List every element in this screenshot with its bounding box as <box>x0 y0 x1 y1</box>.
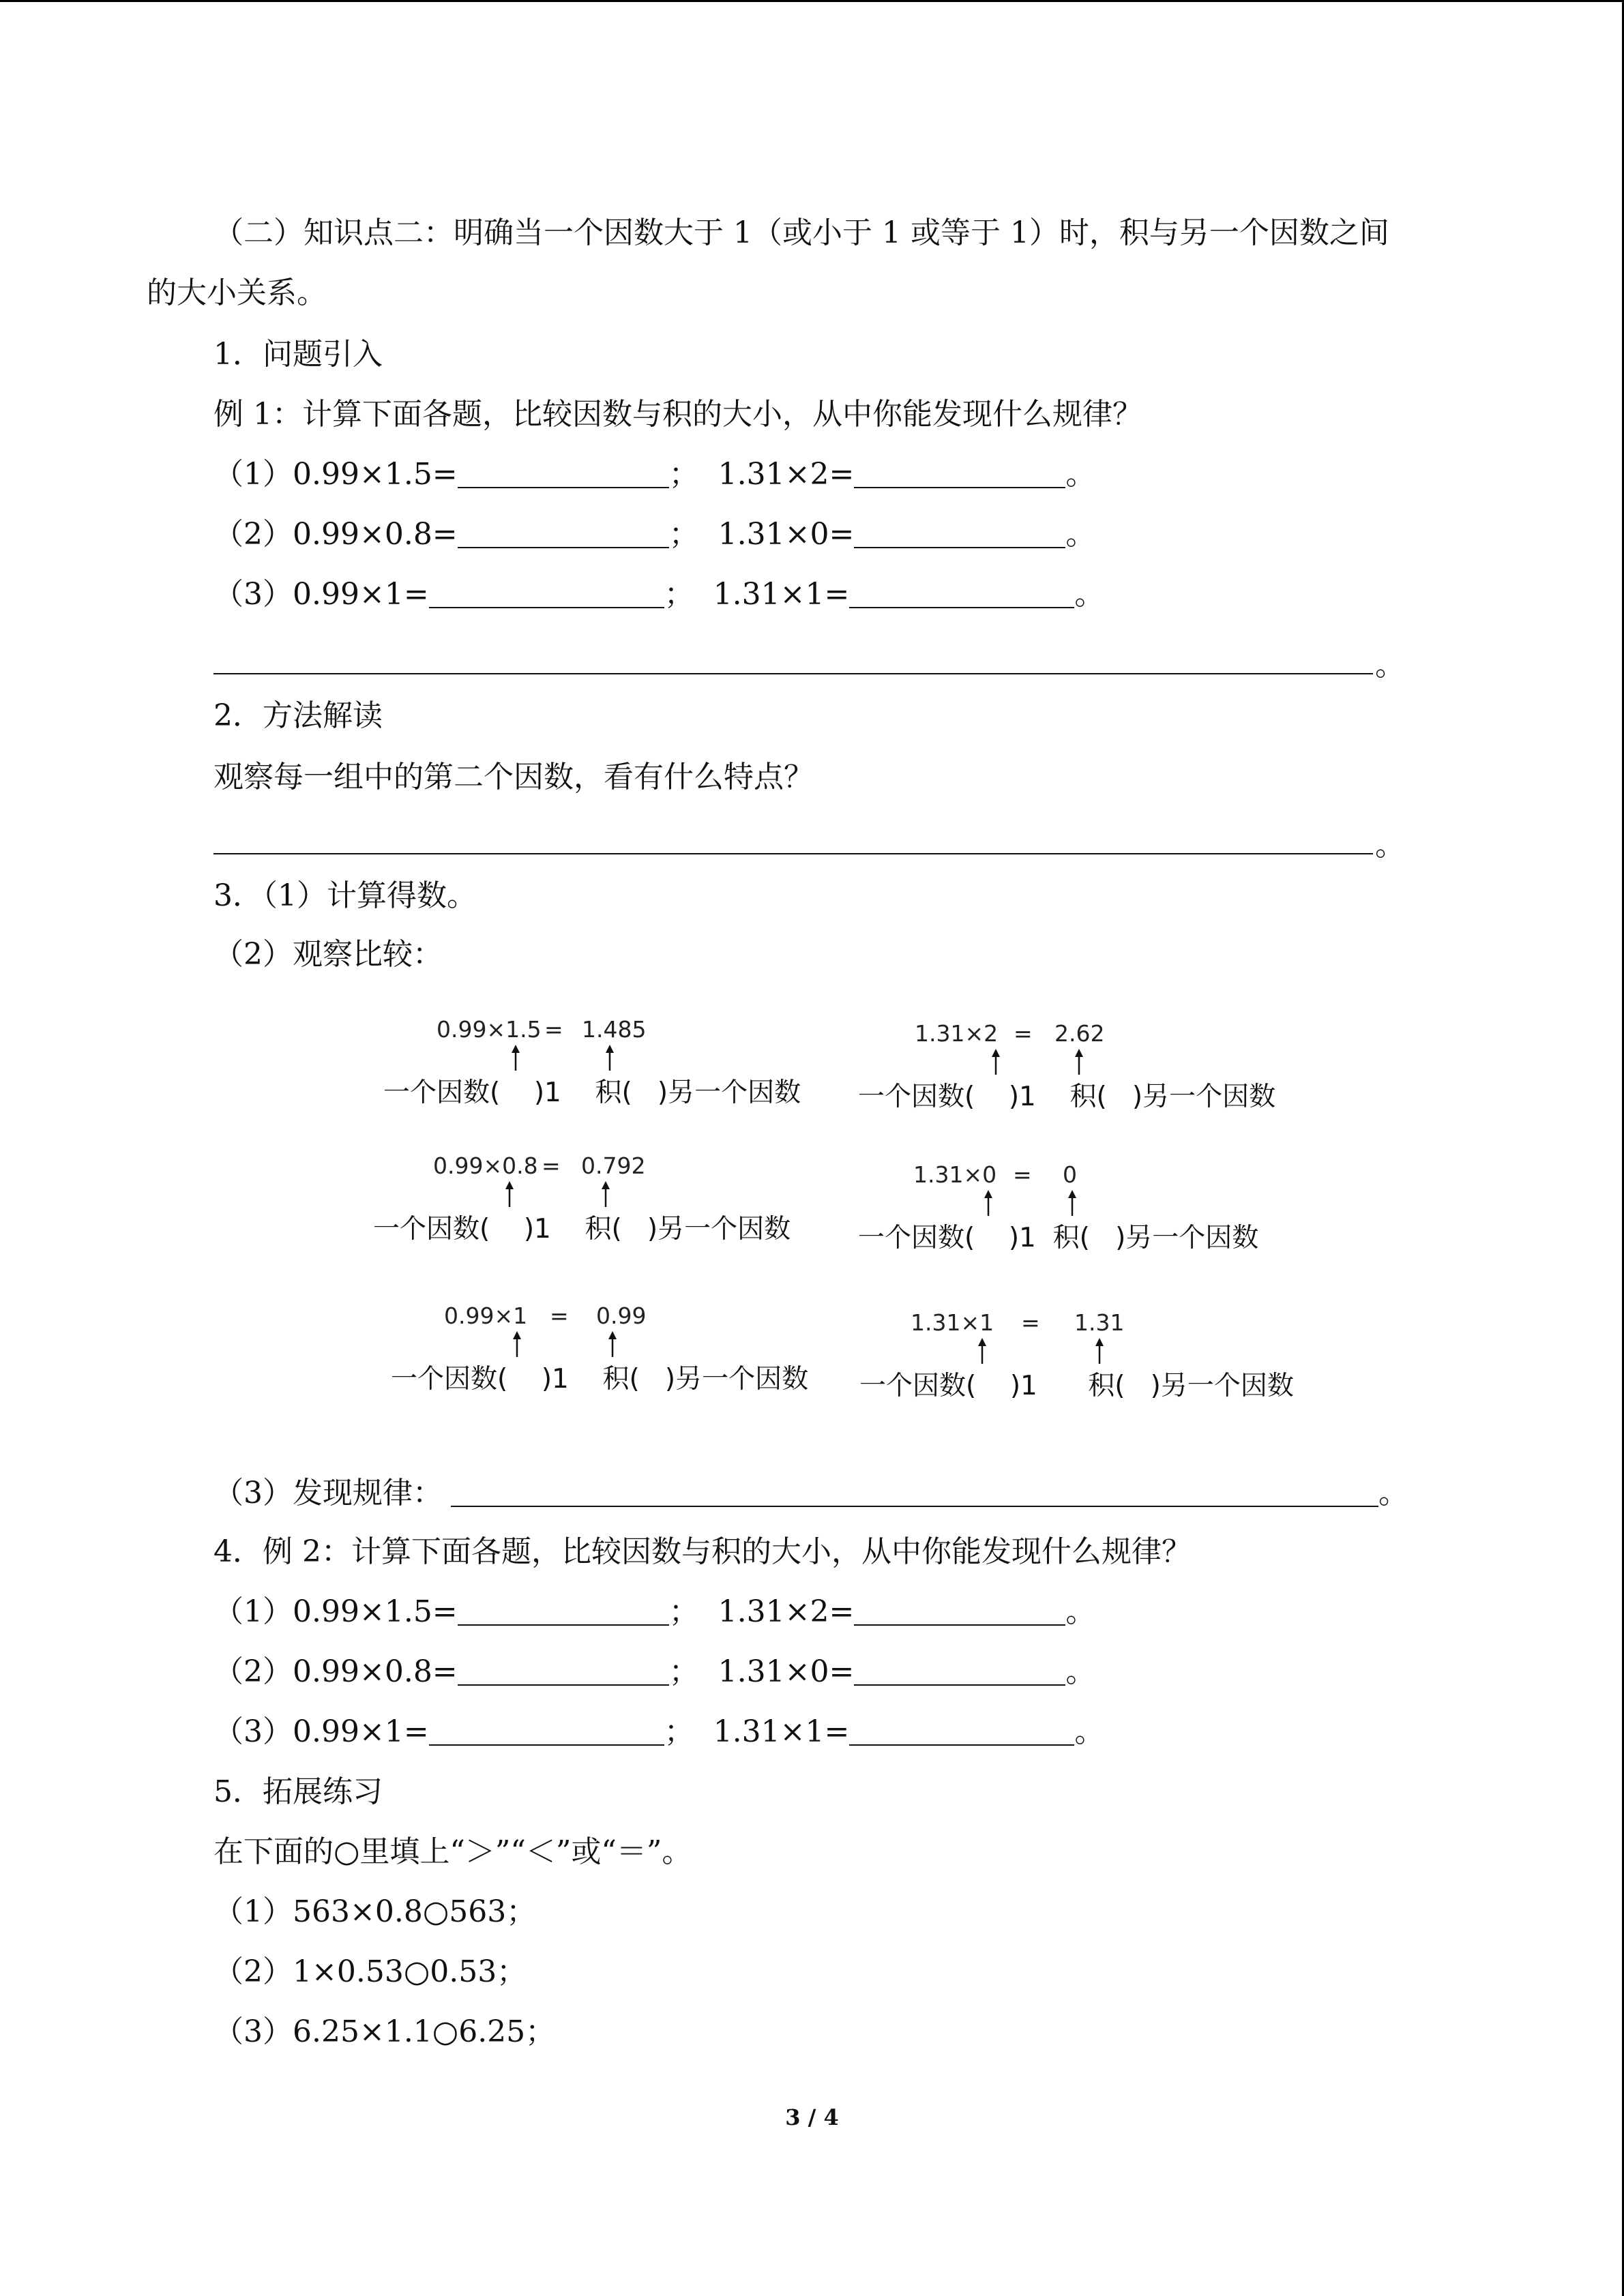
answer-blank[interactable] <box>458 1653 669 1686</box>
diagram-result: 1.485 <box>582 1016 647 1043</box>
answer-blank[interactable] <box>854 456 1065 488</box>
product-compare: )另一个因数 <box>1132 1082 1276 1112</box>
factor-label: 一个因数( <box>373 1214 490 1244</box>
up-arrow-icon <box>1072 1049 1086 1076</box>
answer-blank[interactable] <box>458 456 669 488</box>
factor-label: 一个因数( <box>858 1082 975 1112</box>
item-left-expression: 0.99×0.8= <box>293 517 458 552</box>
item-right-expression: 1.31×1= <box>713 577 850 612</box>
diagram-result: 2.62 <box>1054 1020 1105 1047</box>
answer-blank[interactable] <box>429 1713 664 1746</box>
item-left-expression: 0.99×1.5= <box>293 457 458 492</box>
part5-item-3: （3）6.25×1.1○6.25； <box>213 2014 556 2049</box>
diagram-sentence <box>391 1362 808 1397</box>
diagram-equals: = <box>544 1016 563 1043</box>
diagram-group-4 <box>855 1161 1332 1264</box>
diagram-group-6 <box>855 1309 1332 1412</box>
up-arrow-icon <box>603 1045 617 1072</box>
item-left-expression: 0.99×1= <box>293 1714 429 1749</box>
item-end-period: 。 <box>1074 1714 1105 1749</box>
part5-item-2: （2）1×0.53○0.53； <box>213 1954 527 1989</box>
item-separator: ； <box>668 1594 699 1629</box>
diagram-equals: = <box>542 1152 561 1179</box>
product-compare: )另一个因数 <box>1150 1371 1294 1401</box>
factor-compare: )1 <box>523 1214 551 1244</box>
part3-sub3-label: （3）发现规律： <box>213 1476 443 1510</box>
item-number: （3） <box>213 1714 293 1749</box>
up-arrow-icon <box>989 1049 1003 1076</box>
diagram-equals: = <box>550 1302 569 1329</box>
example1-item-2 <box>213 514 1095 555</box>
factor-label: 一个因数( <box>383 1077 501 1108</box>
example1-item-1 <box>213 454 1095 495</box>
up-arrow-icon <box>1065 1190 1079 1217</box>
end-period: 。 <box>1378 1476 1408 1510</box>
answer-blank[interactable] <box>458 516 669 548</box>
example1-prompt: 例 1：计算下面各题，比较因数与积的大小，从中你能发现什么规律？ <box>213 397 1142 432</box>
diagram-equation: 0.99×1.5 <box>437 1016 542 1043</box>
diagram-equation: 0.99×0.8 <box>433 1152 538 1179</box>
end-period: 。 <box>1375 648 1405 683</box>
diagram-result: 1.31 <box>1074 1309 1125 1336</box>
factor-label: 一个因数( <box>859 1371 977 1401</box>
product-label: 积( <box>585 1214 622 1244</box>
rule-answer-blank[interactable] <box>451 1474 1378 1507</box>
factor-compare: )1 <box>541 1364 569 1395</box>
part5-prompt: 在下面的○里填上“＞”“＜”或“＝”。 <box>213 1834 692 1869</box>
diagram-result: 0 <box>1063 1161 1077 1188</box>
item-left-expression: 0.99×1.5= <box>293 1594 458 1629</box>
product-compare: )另一个因数 <box>1115 1223 1259 1253</box>
item-number: （2） <box>213 517 293 552</box>
product-compare: )另一个因数 <box>664 1364 809 1395</box>
part4-prompt: 4．例 2：计算下面各题，比较因数与积的大小，从中你能发现什么规律？ <box>213 1534 1192 1569</box>
diagram-group-2 <box>855 1020 1332 1122</box>
example2-item-1 <box>213 1592 1095 1632</box>
feature-answer-line[interactable] <box>213 853 1373 854</box>
example2-item-3 <box>213 1712 1104 1753</box>
item-right-expression: 1.31×0= <box>718 517 855 552</box>
item-right-expression: 1.31×1= <box>713 1714 850 1749</box>
product-label: 积( <box>1069 1082 1107 1112</box>
item-right-expression: 1.31×0= <box>718 1654 855 1689</box>
product-compare: )另一个因数 <box>647 1214 791 1244</box>
part3-title: 3．（1）计算得数。 <box>213 878 477 913</box>
factor-compare: )1 <box>533 1077 561 1108</box>
diagram-group-5 <box>389 1302 867 1405</box>
diagram-result: 0.99 <box>596 1302 647 1329</box>
item-right-expression: 1.31×2= <box>718 1594 855 1629</box>
part3-sub3 <box>213 1473 1408 1514</box>
diagram-sentence <box>383 1076 801 1110</box>
answer-blank[interactable] <box>854 1593 1065 1626</box>
factor-label: 一个因数( <box>858 1223 975 1253</box>
up-arrow-icon <box>1093 1338 1106 1365</box>
answer-blank[interactable] <box>854 1653 1065 1686</box>
item-right-expression: 1.31×2= <box>718 457 855 492</box>
up-arrow-icon <box>606 1331 619 1358</box>
factor-compare: )1 <box>1009 1371 1037 1401</box>
answer-blank[interactable] <box>429 576 664 608</box>
item-separator: ； <box>664 577 694 612</box>
part2-prompt: 观察每一组中的第二个因数，看有什么特点？ <box>213 760 814 794</box>
factor-label: 一个因数( <box>391 1364 508 1395</box>
item-end-period: 。 <box>1065 1654 1096 1689</box>
part1-title: 1．问题引入 <box>213 337 383 372</box>
diagram-sentence <box>373 1212 791 1247</box>
product-label: 积( <box>595 1077 632 1108</box>
item-number: （1） <box>213 1594 293 1629</box>
item-end-period: 。 <box>1065 1594 1096 1629</box>
part2-title: 2．方法解读 <box>213 698 383 733</box>
item-end-period: 。 <box>1065 517 1096 552</box>
page-number: 3 / 4 <box>785 2104 839 2130</box>
example1-item-3 <box>213 574 1104 615</box>
item-end-period: 。 <box>1074 577 1105 612</box>
product-label: 积( <box>602 1364 640 1395</box>
answer-blank[interactable] <box>458 1593 669 1626</box>
example2-item-2 <box>213 1652 1095 1693</box>
factor-compare: )1 <box>1008 1223 1036 1253</box>
up-arrow-icon <box>975 1338 989 1365</box>
part5-item-1: （1）563×0.8○563； <box>213 1894 537 1929</box>
item-end-period: 。 <box>1065 457 1096 492</box>
diagram-equation: 0.99×1 <box>444 1302 528 1329</box>
item-left-expression: 0.99×0.8= <box>293 1654 458 1689</box>
section-heading-line2: 的大小关系。 <box>147 275 327 310</box>
item-number: （3） <box>213 577 293 612</box>
end-period: 。 <box>1375 828 1405 863</box>
item-left-expression: 0.99×1= <box>293 577 429 612</box>
up-arrow-icon <box>981 1190 995 1217</box>
answer-blank[interactable] <box>854 516 1065 548</box>
diagram-sentence <box>859 1369 1294 1403</box>
item-separator: ； <box>664 1714 694 1749</box>
product-compare: )另一个因数 <box>657 1077 801 1108</box>
diagram-equals: = <box>1021 1309 1040 1336</box>
product-label: 积( <box>1052 1223 1090 1253</box>
diagram-group-3 <box>373 1152 851 1255</box>
diagram-sentence <box>858 1221 1258 1255</box>
diagram-equation: 1.31×1 <box>911 1309 994 1336</box>
item-number: （2） <box>213 1654 293 1689</box>
section-heading-line1: （二）知识点二：明确当一个因数大于 1（或小于 1 或等于 1）时，积与另一个因数之间 <box>213 215 1389 250</box>
up-arrow-icon <box>599 1181 612 1208</box>
diagram-equals: = <box>1013 1161 1032 1188</box>
diagram-sentence <box>858 1080 1275 1114</box>
diagram-equation: 1.31×2 <box>915 1020 999 1047</box>
answer-blank[interactable] <box>849 1713 1074 1746</box>
item-separator: ； <box>668 1654 699 1689</box>
diagram-equals: = <box>1014 1020 1033 1047</box>
diagram-result: 0.792 <box>581 1152 646 1179</box>
diagram-group-1 <box>379 1016 856 1118</box>
pattern-answer-line[interactable] <box>213 673 1373 674</box>
up-arrow-icon <box>509 1045 522 1072</box>
item-separator: ； <box>668 517 699 552</box>
factor-compare: )1 <box>1008 1082 1036 1112</box>
answer-blank[interactable] <box>849 576 1074 608</box>
up-arrow-icon <box>503 1181 516 1208</box>
page-border-top <box>0 0 1624 2</box>
item-separator: ； <box>668 457 699 492</box>
product-label: 积( <box>1088 1371 1125 1401</box>
up-arrow-icon <box>510 1331 524 1358</box>
part5-title: 5．拓展练习 <box>213 1774 383 1809</box>
item-number: （1） <box>213 457 293 492</box>
diagram-equation: 1.31×0 <box>913 1161 997 1188</box>
part3-sub2: （2）观察比较： <box>213 937 443 972</box>
